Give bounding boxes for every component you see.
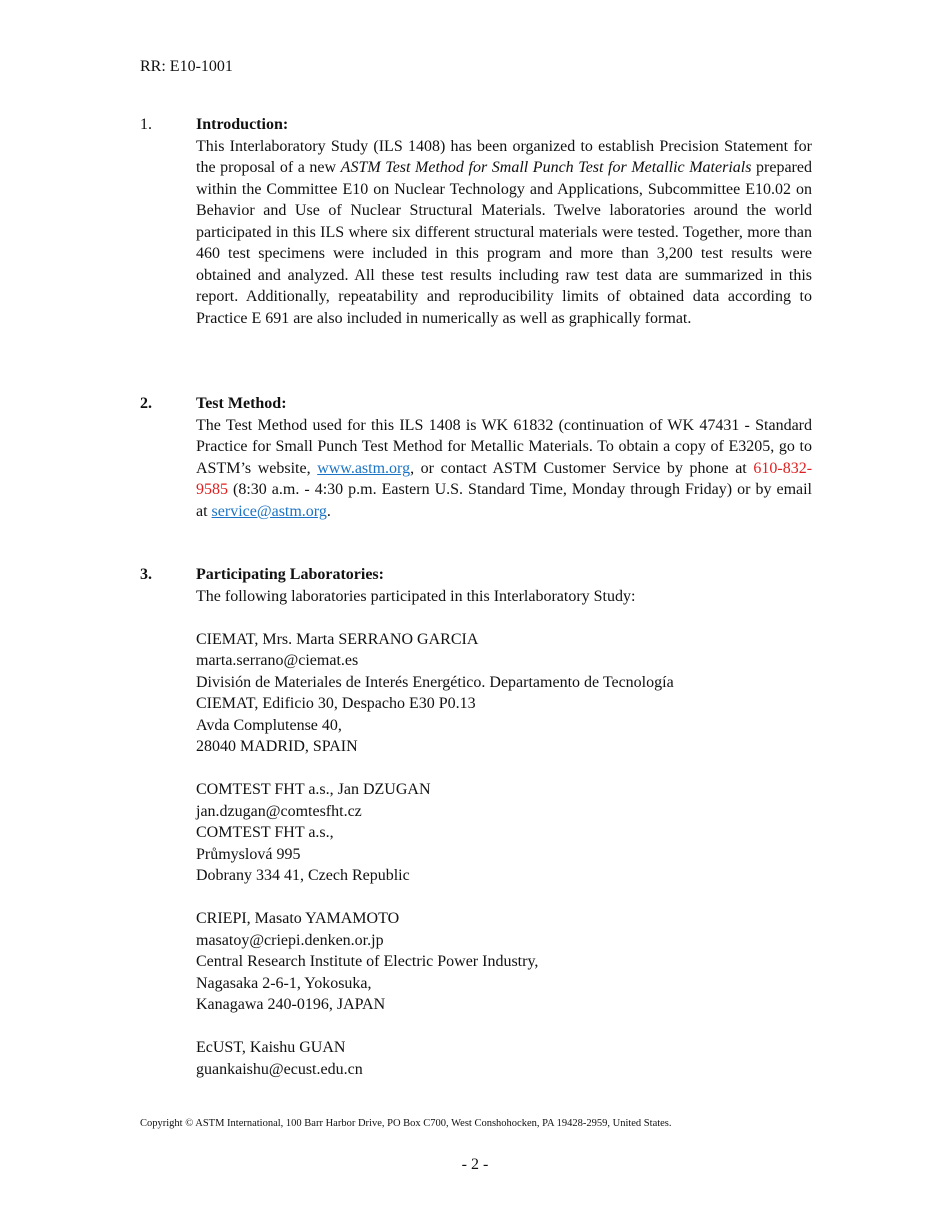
copyright-footer: Copyright © ASTM International, 100 Barr Harbor Drive, PO Box C700, West Conshohocken, PA 19428-2959, United States. [140,1118,672,1129]
lab-address-line: División de Materiales de Interés Energético. Departamento de Tecnología [196,673,674,691]
lab-address-line: Průmyslová 995 [196,845,301,863]
lab-entry-criepi [196,908,812,1016]
lab-email: jan.dzugan@comtesfht.cz [196,802,362,820]
test-method-paragraph: The Test Method used for this ILS 1408 is WK 61832 (continuation of WK 47431 - Standard Practice for Small Punch Test Method for Metallic Materials. To obtain a copy of E3205, go to ASTM’s website, www.astm.org, or contact ASTM Customer Service by phone at 610-832-9585 (8:30 a.m. - 4:30 p.m. Eastern U.S. Standard Time, Monday through Friday) or by email at service@astm.org. [196,416,813,520]
lab-contact: EcUST, Kaishu GUAN [196,1039,346,1056]
report-id-header: RR: E10-1001 [140,58,233,75]
laboratories-intro: The following laboratories participated in this Interlaboratory Study: [196,587,636,605]
lab-contact: CIEMAT, Mrs. Marta SERRANO GARCIA [196,630,479,648]
lab-email: masatoy@criepi.denken.or.jp [196,931,384,949]
section-title: Introduction: [196,116,289,133]
lab-entry-ciemat [196,629,812,758]
section-introduction [140,114,812,329]
section-number: 3. [140,566,152,583]
lab-address-line: Dobrany 334 41, Czech Republic [196,867,410,884]
section-title: Test Method: [196,395,287,412]
lab-address-line: Nagasaka 2-6-1, Yokosuka, [196,974,372,992]
lab-address-line: Avda Complutense 40, [196,716,342,734]
lab-address-line: CIEMAT, Edificio 30, Despacho E30 P0.13 [196,695,476,712]
lab-address-line: 28040 MADRID, SPAIN [196,738,358,755]
astm-website-link[interactable]: www.astm.org [317,459,411,477]
email-link[interactable]: service@astm.org [211,502,327,520]
lab-entry-comtest [196,779,812,887]
lab-address-line: Central Research Institute of Electric Power Industry, [196,953,539,970]
introduction-paragraph: This Interlaboratory Study (ILS 1408) has been organized to establish Precision Statement for the proposal of a new ASTM Test Method for Small Punch Test for Metallic Materials prepared within the Committee E10 on Nuclear Technology and Applications, Subcommittee E10.02 on Behavior and Use of Nuclear Structural Materials. Twelve laboratories around the world participated in this ILS where six different structural materials were tested. Together, more than 460 test specimens were included in this program and more than 3,200 test results were obtained and analyzed. All these test results including raw test data are summarized in this report. Additionally, repeatability and reproducibility limits of obtained data according to Practice E 691 are also included in numerically as well as graphically format. [196,137,812,327]
lab-contact: COMTEST FHT a.s., Jan DZUGAN [196,781,431,798]
phone-number[interactable]: 610-832-9585 [196,459,813,498]
section-number: 1. [140,116,152,133]
lab-address-line: Kanagawa 240-0196, JAPAN [196,996,386,1013]
page-number: - 2 - [461,1156,489,1173]
section-test-method [140,393,812,522]
lab-email: marta.serrano@ciemat.es [196,652,359,669]
section-title: Participating Laboratories: [196,566,384,583]
lab-contact: CRIEPI, Masato YAMAMOTO [196,910,400,927]
method-title-italic: ASTM Test Method for Small Punch Test for Metallic Materials [340,159,752,176]
lab-email: guankaishu@ecust.edu.cn [196,1060,363,1078]
section-participating-laboratories [140,564,812,1080]
lab-entry-ecust [196,1037,812,1080]
lab-address-line: COMTEST FHT a.s., [196,824,334,841]
section-number: 2. [140,395,152,412]
